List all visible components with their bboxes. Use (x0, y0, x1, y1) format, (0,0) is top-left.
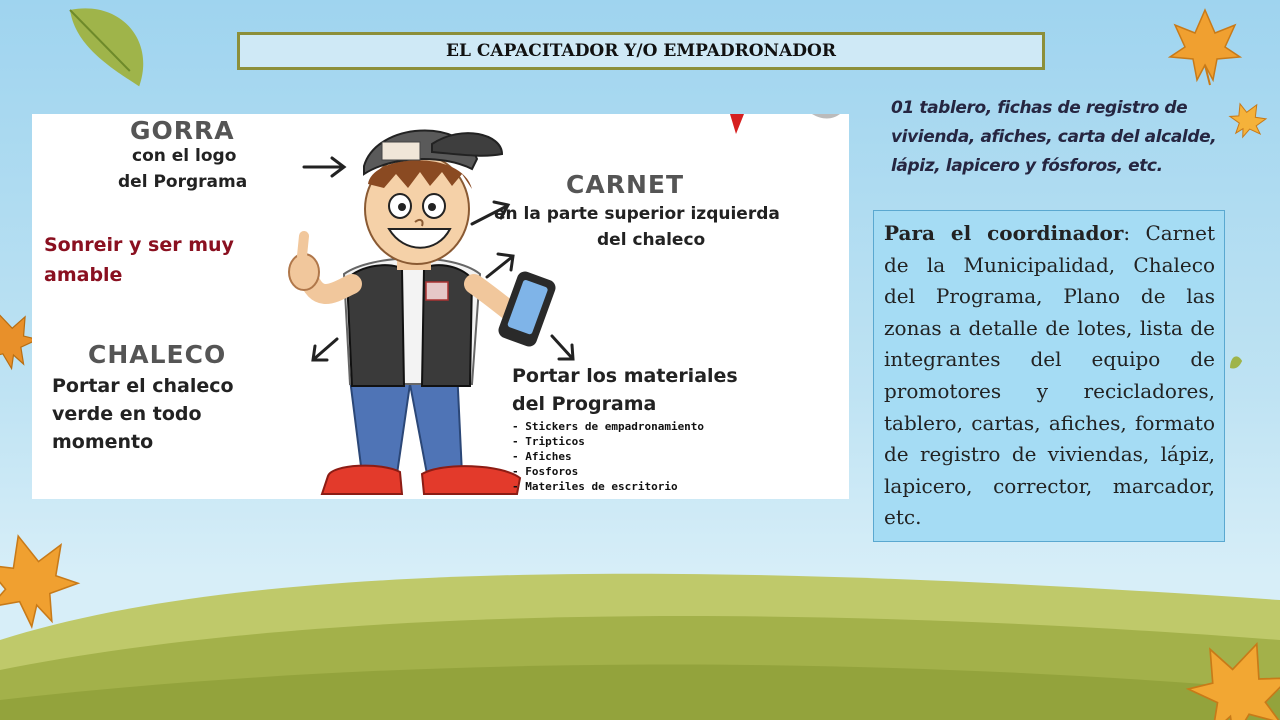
slide-title: EL CAPACITADOR Y/O EMPADRONADOR (237, 32, 1045, 70)
coordinator-text: : Carnet de la Municipalidad, Chaleco del Programa, Plano de las zonas a detalle de lotes, lista de integrantes del equipo de promotores y recicladores, tablero, cartas, afiches, formato de registro de viviendas, lápiz, lapicero, corrector, marcador, etc. (884, 221, 1215, 530)
materiales-item: - Tripticos (512, 435, 585, 448)
gorra-line-1: con el logo (132, 146, 237, 166)
sonreir-line-1: Sonreir y ser muy (44, 234, 234, 256)
materials-note: 01 tablero, fichas de registro de vivienda, afiches, carta del alcalde, lápiz, lapicero y fósforos, etc. (891, 98, 1217, 176)
maple-leaf-icon (1170, 10, 1240, 85)
chaleco-line-3: momento (52, 431, 154, 453)
gorra-line-2: del Porgrama (118, 172, 248, 192)
materiales-item: - Stickers de empadronamiento (512, 420, 705, 433)
materiales-line-2: del Programa (512, 393, 657, 415)
carnet-title: CARNET (566, 170, 684, 199)
coordinator-box (873, 210, 1225, 542)
materiales-item: - Afiches (512, 450, 572, 463)
chaleco-title: CHALECO (88, 340, 227, 369)
gorra-title: GORRA (130, 116, 235, 145)
maple-leaf-icon (0, 524, 86, 635)
materiales-item: - Fosforos (512, 465, 579, 478)
carnet-line-1: en la parte superior izquierda (494, 204, 780, 224)
leaf-icon (1226, 355, 1243, 371)
sonreir-line-2: amable (44, 264, 123, 286)
carnet-line-2: del chaleco (597, 230, 706, 250)
capacitador-illustration (32, 114, 849, 499)
chaleco-line-1: Portar el chaleco (52, 375, 234, 397)
coordinator-heading: Para el coordinador (884, 221, 1124, 245)
chaleco-line-2: verde en todo (52, 403, 202, 425)
leaf-icon (53, 0, 162, 86)
materiales-item: - Materiles de escritorio (512, 480, 678, 493)
materiales-line-1: Portar los materiales (512, 365, 738, 387)
